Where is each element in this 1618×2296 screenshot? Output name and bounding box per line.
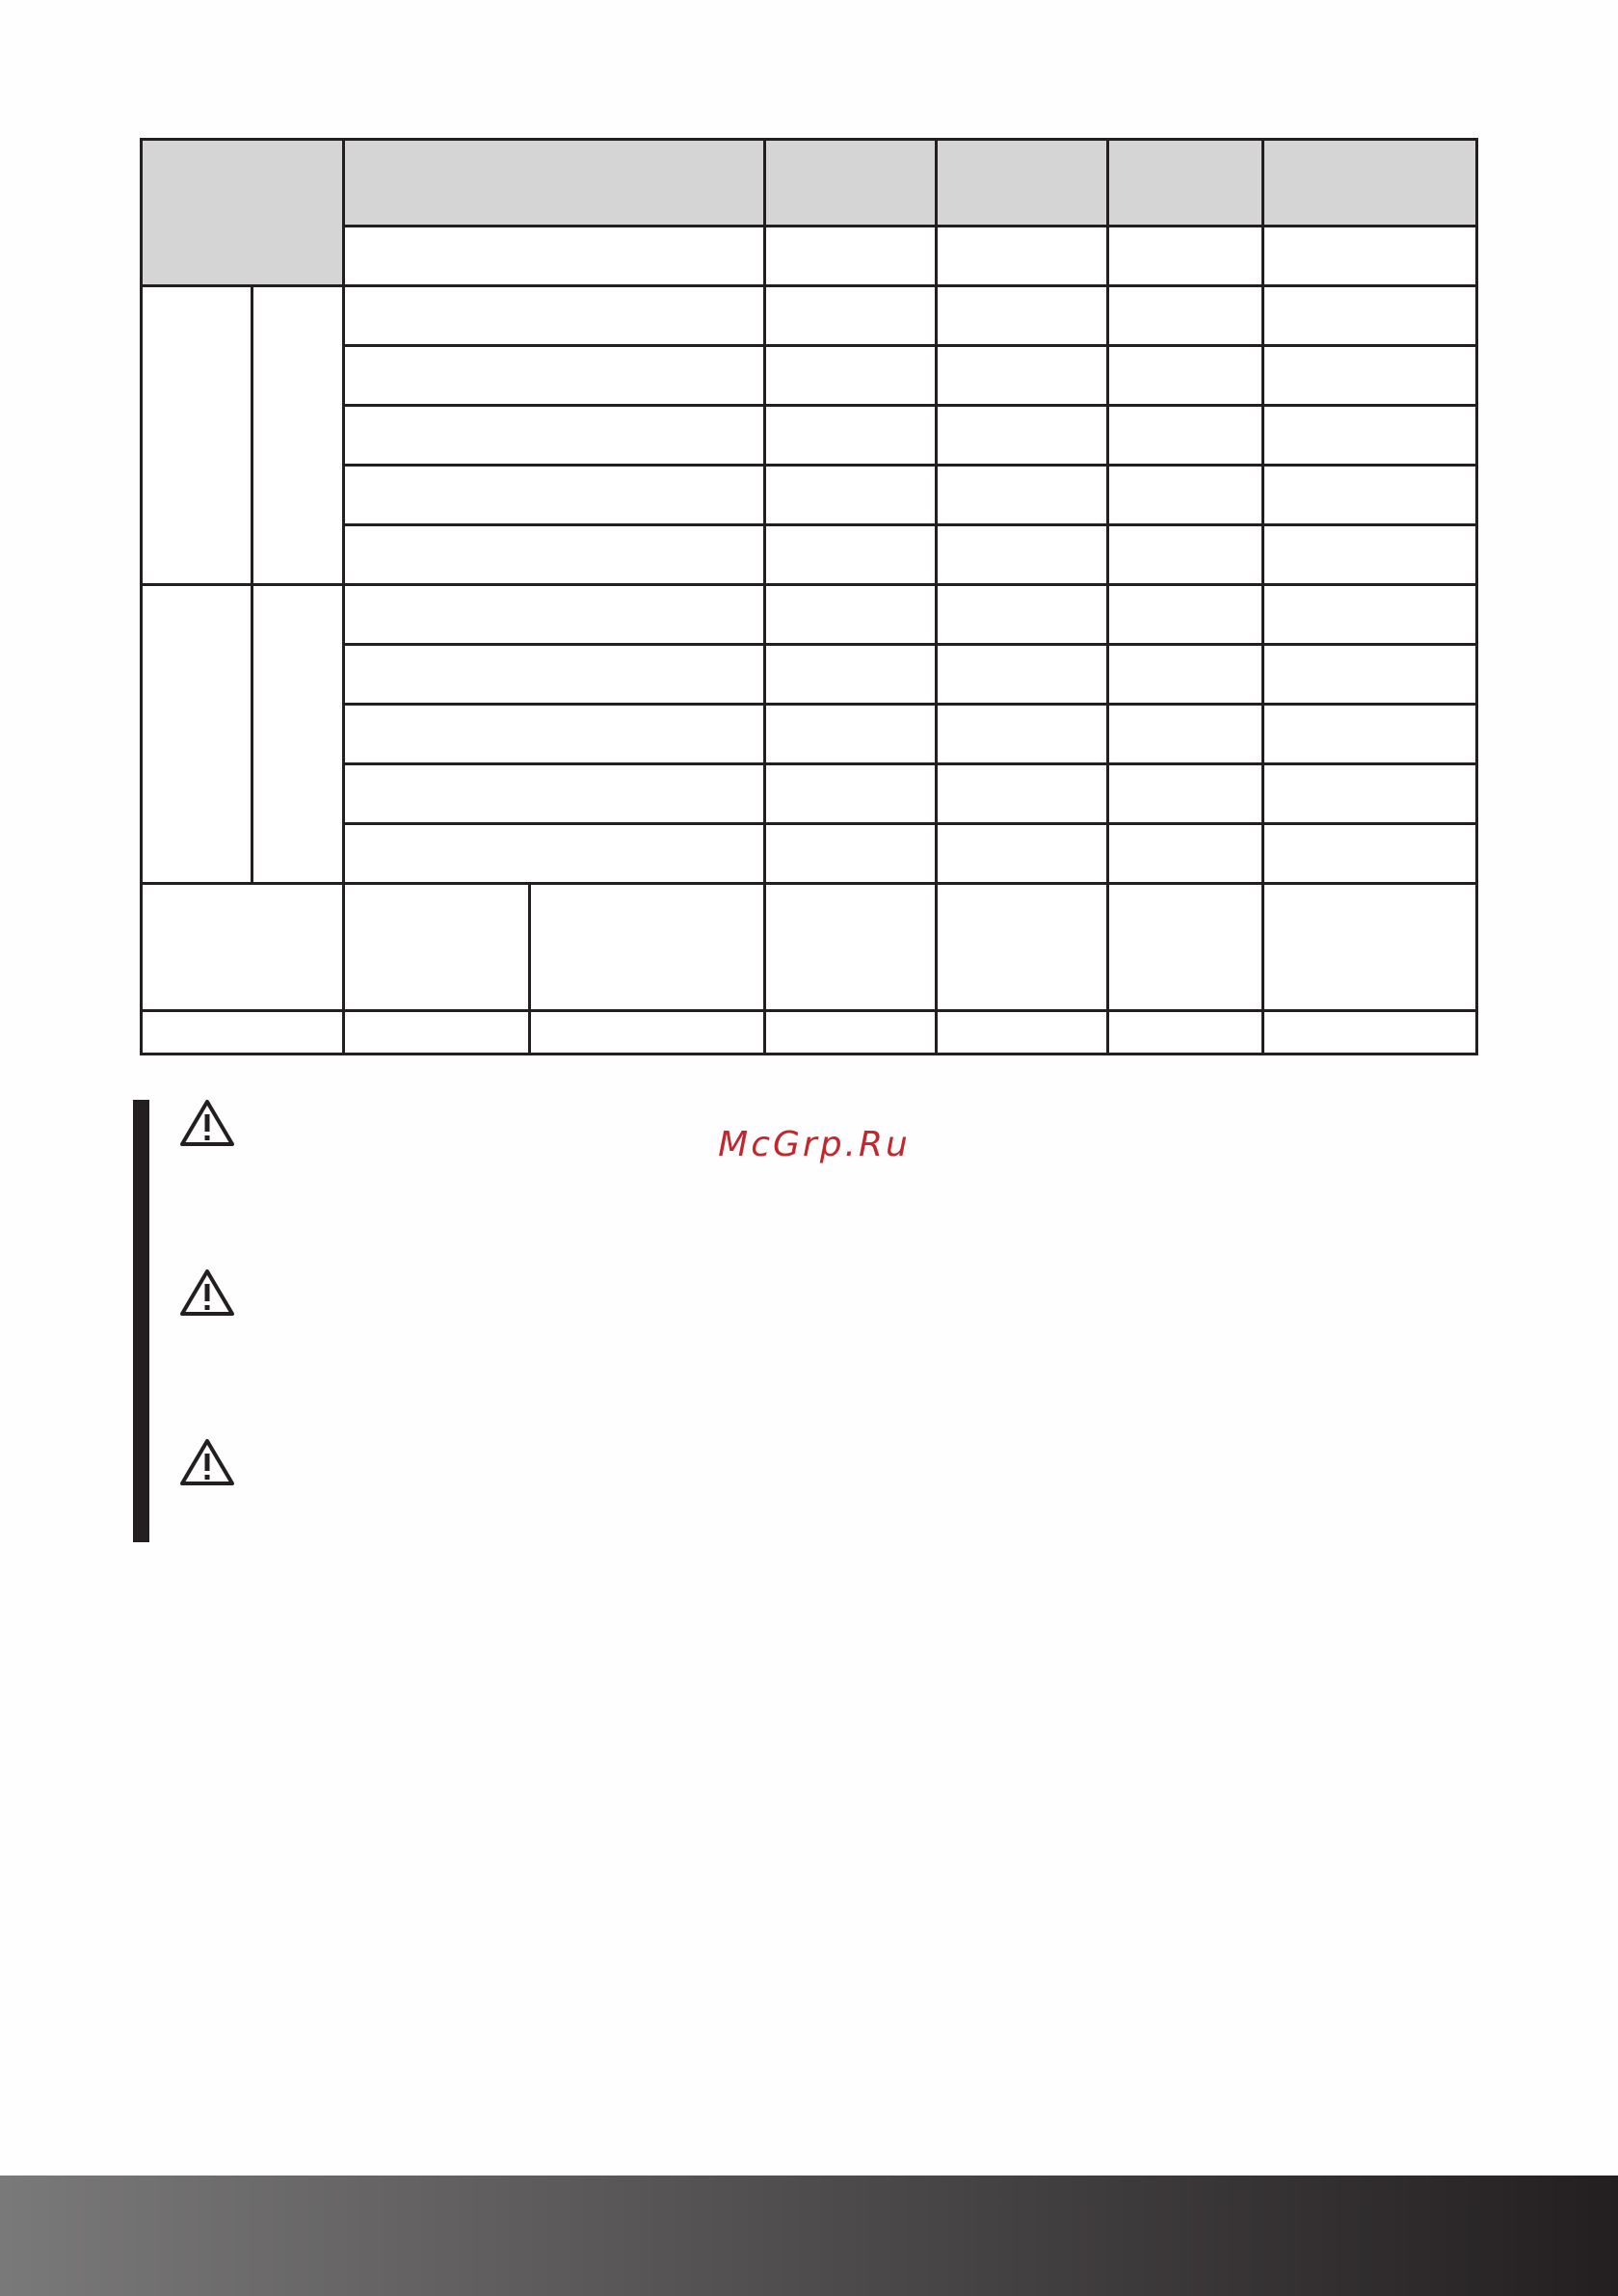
table-cell [344, 346, 765, 406]
subheader-cell [937, 227, 1108, 286]
table-cell [765, 466, 937, 525]
table-cell [1108, 346, 1263, 406]
table-cell [1263, 1011, 1477, 1055]
footer-gradient-band [0, 2176, 1618, 2296]
table-cell [344, 406, 765, 466]
header-cell [1108, 140, 1263, 227]
table-cell [530, 884, 765, 1011]
warning-section-bar [133, 1100, 149, 1542]
table-cell [937, 1011, 1108, 1055]
table-cell [1108, 645, 1263, 705]
table-cell [1263, 764, 1477, 824]
table-cell [937, 525, 1108, 585]
table-cell [937, 585, 1108, 645]
table-cell [344, 585, 765, 645]
table-cell [1108, 705, 1263, 764]
table-cell [344, 1011, 530, 1055]
table-cell [1108, 1011, 1263, 1055]
header-cell [344, 140, 765, 227]
table-cell [1263, 525, 1477, 585]
header-corner-cell [142, 140, 344, 286]
table-cell [1263, 645, 1477, 705]
table-cell [937, 346, 1108, 406]
table-cell [765, 645, 937, 705]
spec-table [140, 138, 1478, 1055]
table-cell [530, 1011, 765, 1055]
table-cell [1263, 585, 1477, 645]
warning-triangle-icon [178, 1268, 236, 1318]
subheader-cell [344, 227, 765, 286]
table-cell [1108, 824, 1263, 884]
group-1-label-cell [142, 286, 252, 585]
table-cell [937, 764, 1108, 824]
table-cell [1108, 466, 1263, 525]
warning-triangle-icon [178, 1098, 236, 1148]
subheader-cell [765, 227, 937, 286]
group-1-sublabel-cell [252, 286, 344, 585]
header-cell [765, 140, 937, 227]
table-cell [765, 585, 937, 645]
table-cell [937, 286, 1108, 346]
table-cell [937, 824, 1108, 884]
table-cell [937, 466, 1108, 525]
table-cell [765, 705, 937, 764]
table-cell [937, 406, 1108, 466]
table-cell [1263, 705, 1477, 764]
table-cell [765, 346, 937, 406]
watermark-text: McGrp.Ru [718, 1125, 911, 1164]
table-cell [344, 466, 765, 525]
table-cell [344, 645, 765, 705]
table-cell [1263, 466, 1477, 525]
table-cell [765, 1011, 937, 1055]
table-cell [765, 764, 937, 824]
header-cell [1263, 140, 1477, 227]
table-cell [1263, 286, 1477, 346]
table-cell [1263, 824, 1477, 884]
table-cell [1108, 406, 1263, 466]
table-cell [765, 286, 937, 346]
header-cell [937, 140, 1108, 227]
table-cell [1108, 525, 1263, 585]
table-cell [344, 705, 765, 764]
table-cell [765, 525, 937, 585]
table-cell [344, 884, 530, 1011]
table-cell [937, 705, 1108, 764]
table-cell [1108, 585, 1263, 645]
table-cell [937, 645, 1108, 705]
table-cell [937, 884, 1108, 1011]
table-cell [1263, 406, 1477, 466]
table-cell [1263, 346, 1477, 406]
table-cell [1108, 884, 1263, 1011]
table-cell [765, 824, 937, 884]
table-cell [765, 406, 937, 466]
group-2-sublabel-cell [252, 585, 344, 884]
table-cell [1263, 884, 1477, 1011]
group-2-label-cell [142, 585, 252, 884]
table-cell [1108, 764, 1263, 824]
table-cell [142, 1011, 344, 1055]
table-cell [344, 824, 765, 884]
table-cell [142, 884, 344, 1011]
table-cell [344, 286, 765, 346]
warning-triangle-icon [178, 1437, 236, 1487]
subheader-cell [1263, 227, 1477, 286]
table-cell [765, 884, 937, 1011]
table-cell [1108, 286, 1263, 346]
subheader-cell [1108, 227, 1263, 286]
table-cell [344, 764, 765, 824]
table-cell [344, 525, 765, 585]
